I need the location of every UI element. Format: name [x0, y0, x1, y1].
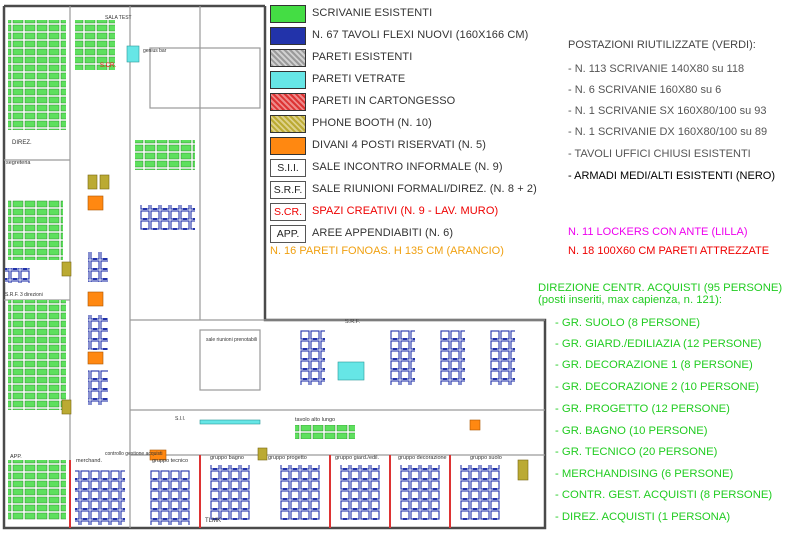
legend-item-spazi-creativi — [270, 203, 550, 223]
label-gruppo-tecnico: gruppo tecnico — [152, 458, 189, 464]
legend-label: SALE INCONTRO INFORMALE (N. 9) — [312, 161, 503, 173]
legend-item-tavoli-flexi — [270, 27, 550, 47]
legend-label: SCRIVANIE ESISTENTI — [312, 7, 433, 19]
group-item: - GR. DECORAZIONE 1 (8 PERSONE) — [555, 359, 753, 371]
postazioni-item: - TAVOLI UFFICI CHIUSI ESISTENTI — [568, 148, 751, 160]
postazioni-item: - N. 1 SCRIVANIE DX 160X80/100 su 89 — [568, 126, 768, 138]
direzione-subtitle: (posti inseriti, max capienza, n. 121): — [538, 294, 722, 306]
blue-swatch — [270, 27, 306, 45]
legend-label: SALE RIUNIONI FORMALI/DIREZ. (N. 8 + 2) — [312, 183, 537, 195]
label-gruppo-progetto: gruppo progetto — [268, 455, 307, 461]
red-swatch — [270, 93, 306, 111]
group-item: - GR. BAGNO (10 PERSONE) — [555, 425, 708, 437]
legend-label: PARETI VETRATE — [312, 73, 406, 85]
sii-swatch: S.I.I. — [270, 159, 306, 177]
legend-item-scrivanie — [270, 5, 550, 25]
label-sala-test: SALA TEST — [105, 15, 132, 21]
group-item: - MERCHANDISING (6 PERSONE) — [555, 468, 734, 480]
olive-swatch — [270, 115, 306, 133]
group-item: - DIREZ. ACQUISTI (1 PERSONA) — [555, 511, 731, 523]
grey-swatch — [270, 49, 306, 67]
label-direz: DIREZ. — [12, 140, 32, 146]
direzione-title: DIREZIONE CENTR. ACQUISTI (95 PERSONE) — [538, 282, 783, 294]
label-genius-bar: genius bar — [143, 48, 167, 54]
label-controllo-gestione: controllo gestione acquisti — [105, 451, 163, 457]
label-scr: S.CR. — [100, 63, 117, 69]
label-gruppo-giard: gruppo giard./edil. — [335, 455, 380, 461]
label-gruppo-suolo: gruppo suolo — [470, 455, 502, 461]
plasterboard-walls — [70, 455, 450, 528]
label-gruppo-decorazione: gruppo decorazione — [398, 455, 447, 461]
plan-labels — [5, 15, 502, 524]
legend-label: PARETI IN CARTONGESSO — [312, 95, 456, 107]
legend-label: SPAZI CREATIVI (N. 9 - LAV. MURO) — [312, 205, 499, 217]
postazioni-item: - N. 1 SCRIVANIE SX 160X80/100 su 93 — [568, 105, 767, 117]
green-swatch — [270, 5, 306, 23]
label-srf: S.R.F. — [345, 319, 360, 325]
legend-item-divani — [270, 137, 550, 157]
label-sii: S.I.I. — [175, 416, 186, 422]
lockers-note: N. 11 LOCKERS CON ANTE (LILLA) — [568, 226, 748, 238]
label-merchand: merchand. — [76, 458, 102, 464]
scr-swatch: S.CR. — [270, 203, 306, 221]
postazioni-item: - N. 6 SCRIVANIE 160X80 su 6 — [568, 84, 722, 96]
cyan-swatch — [270, 71, 306, 89]
app-swatch: APP. — [270, 225, 306, 243]
legend-label: DIVANI 4 POSTI RISERVATI (N. 5) — [312, 139, 487, 151]
legend-item-pareti-cartongesso — [270, 93, 550, 113]
label-tavolo-alto: tavolo alto lungo — [295, 417, 336, 423]
group-item: - CONTR. GEST. ACQUISTI (8 PERSONE) — [555, 489, 773, 501]
legend-item-phone-booth — [270, 115, 550, 135]
group-item: - GR. SUOLO (8 PERSONE) — [555, 317, 701, 329]
legend-label: N. 67 TAVOLI FLEXI NUOVI (160X166 CM) — [312, 29, 529, 41]
group-item: - GR. TECNICO (20 PERSONE) — [555, 446, 718, 458]
label-segreteria: segreteria — [6, 160, 31, 166]
srf-swatch: S.R.F. — [270, 181, 306, 199]
label-sale-riunioni: sale riunioni prenotabili — [206, 337, 258, 343]
label-srf-direzioni: S.R.F. 3 direzioni — [5, 292, 43, 298]
pareti-attrezzate-note: N. 18 100X60 CM PARETI ATTREZZATE — [568, 245, 770, 257]
postazioni-item: - N. 113 SCRIVANIE 140X80 su 118 — [568, 63, 745, 75]
armadi-item: - ARMADI MEDI/ALTI ESISTENTI (NERO) — [568, 170, 775, 182]
pareti-fonoas-note: N. 16 PARETI FONOAS. H 135 CM (ARANCIO) — [270, 245, 504, 257]
postazioni-title: POSTAZIONI RIUTILIZZATE (VERDI): — [568, 39, 756, 51]
legend-item-sale-incontro — [270, 159, 550, 179]
label-gruppo-bagno: gruppo bagno — [210, 455, 244, 461]
legend-item-sale-riunioni — [270, 181, 550, 201]
group-item: - GR. PROGETTO (12 PERSONE) — [555, 403, 730, 415]
legend-item-pareti-esistenti — [270, 49, 550, 69]
group-item: - GR. GIARD./EDILIAZIA (12 PERSONE) — [555, 338, 762, 350]
legend-item-pareti-vetrate — [270, 71, 550, 91]
legend-item-aree-appendiabiti — [270, 225, 550, 245]
label-tlmk: TLMK — [205, 518, 222, 524]
group-item: - GR. DECORAZIONE 2 (10 PERSONE) — [555, 381, 760, 393]
legend-label: PARETI ESISTENTI — [312, 51, 413, 63]
label-app: APP. — [10, 454, 22, 460]
legend-label: AREE APPENDIABITI (N. 6) — [312, 227, 454, 239]
legend-label: PHONE BOOTH (N. 10) — [312, 117, 432, 129]
orange-swatch — [270, 137, 306, 155]
